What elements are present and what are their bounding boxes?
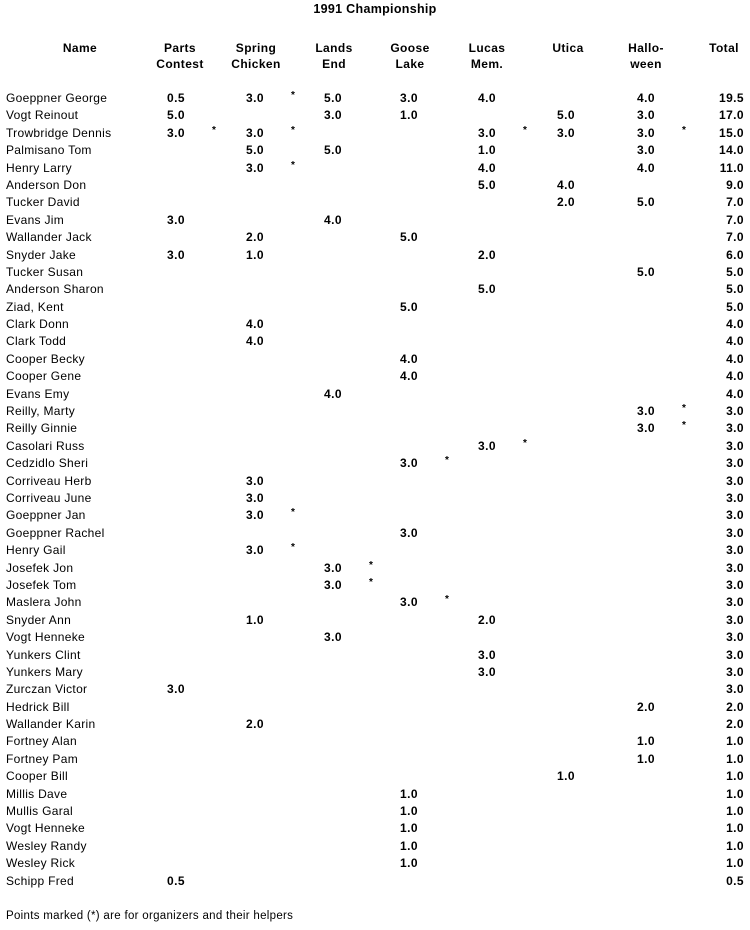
score-cell: 4.0: [400, 369, 418, 384]
table-row: [0, 873, 750, 890]
organizer-marker: *: [523, 124, 527, 136]
table-row: [0, 820, 750, 837]
score-cell: 3.0: [557, 125, 575, 140]
participant-name: Casolari Russ: [6, 438, 85, 453]
total-cell: 1.0: [726, 804, 744, 819]
participant-name: Clark Donn: [6, 317, 70, 332]
header-line: Lands: [315, 41, 353, 55]
score-cell: 3.0: [637, 108, 655, 123]
score-cell: 3.0: [246, 508, 264, 523]
participant-name: Reilly, Marty: [6, 404, 76, 419]
participant-name: Mullis Garal: [6, 804, 73, 819]
score-cell: 3.0: [400, 456, 418, 471]
score-cell: 4.0: [324, 386, 342, 401]
table-row: [0, 507, 750, 524]
header-line: Lake: [395, 57, 425, 71]
table-row: [0, 647, 750, 664]
participant-name: Evans Jim: [6, 212, 65, 227]
total-cell: 7.0: [726, 230, 744, 245]
total-cell: 3.0: [726, 438, 744, 453]
header-line: Contest: [156, 57, 204, 71]
header-line: Goose: [390, 41, 430, 55]
score-cell: 1.0: [400, 821, 418, 836]
header-halloween: [614, 40, 678, 72]
total-cell: 3.0: [726, 577, 744, 592]
score-cell: 3.0: [637, 404, 655, 419]
participant-name: Palmisano Tom: [6, 143, 92, 158]
table-row: [0, 664, 750, 681]
total-cell: 3.0: [726, 664, 744, 679]
table-row: [0, 612, 750, 629]
table-row: [0, 229, 750, 246]
total-cell: 5.0: [726, 264, 744, 279]
participant-name: Trowbridge Dennis: [6, 125, 112, 140]
organizer-marker: *: [291, 507, 295, 519]
score-cell: 1.0: [400, 786, 418, 801]
header-total: [700, 40, 748, 56]
score-cell: 3.0: [400, 91, 418, 105]
table-row: [0, 403, 750, 420]
score-cell: 3.0: [246, 473, 264, 488]
table-row: [0, 786, 750, 803]
header-line: Spring: [235, 41, 277, 55]
organizer-marker: *: [291, 90, 295, 101]
participant-name: Vogt Henneke: [6, 630, 85, 645]
table-row: [0, 455, 750, 472]
table-row: [0, 386, 750, 403]
table-row: [0, 803, 750, 820]
score-cell: 2.0: [557, 195, 575, 210]
participant-name: Cedzidlo Sheri: [6, 456, 89, 471]
table-row: [0, 351, 750, 368]
table-row: [0, 316, 750, 333]
total-cell: 1.0: [726, 838, 744, 853]
score-cell: 5.0: [637, 264, 655, 279]
organizer-marker: *: [445, 455, 449, 467]
participant-name: Henry Gail: [6, 543, 66, 558]
table-row: [0, 768, 750, 785]
participant-name: Goeppner Rachel: [6, 525, 105, 540]
table-row: [0, 247, 750, 264]
score-cell: 1.0: [637, 751, 655, 766]
header-line: Mem.: [470, 57, 504, 71]
table-row: [0, 577, 750, 594]
score-cell: 4.0: [246, 317, 264, 332]
organizer-marker: *: [682, 403, 686, 415]
score-cell: 4.0: [400, 351, 418, 366]
table-row: [0, 368, 750, 385]
total-cell: 6.0: [726, 247, 744, 262]
total-cell: 3.0: [726, 404, 744, 419]
total-cell: 3.0: [726, 473, 744, 488]
score-cell: 4.0: [478, 160, 496, 175]
total-cell: 4.0: [726, 386, 744, 401]
total-cell: 17.0: [719, 108, 744, 123]
score-cell: 3.0: [637, 125, 655, 140]
table-row: [0, 299, 750, 316]
participant-name: Josefek Tom: [6, 577, 77, 592]
score-cell: 3.0: [400, 595, 418, 610]
header-lands-end: [302, 40, 366, 72]
total-cell: 9.0: [726, 177, 744, 192]
header-parts-contest: [146, 40, 214, 72]
total-cell: 3.0: [726, 560, 744, 575]
header-spring-chicken: [222, 40, 290, 72]
header-line: ween: [630, 57, 662, 71]
score-cell: 1.0: [557, 769, 575, 784]
total-cell: 3.0: [726, 490, 744, 505]
total-cell: 3.0: [726, 456, 744, 471]
table-row: [0, 838, 750, 855]
total-cell: 3.0: [726, 508, 744, 523]
total-cell: 3.0: [726, 421, 744, 436]
total-cell: 4.0: [726, 317, 744, 332]
score-cell: 4.0: [557, 177, 575, 192]
score-cell: 2.0: [478, 612, 496, 627]
table-row: [0, 855, 750, 872]
organizer-marker: *: [212, 124, 216, 136]
score-cell: 1.0: [400, 804, 418, 819]
table-row: [0, 333, 750, 350]
score-cell: 3.0: [478, 647, 496, 662]
table-row: [0, 473, 750, 490]
score-cell: 1.0: [400, 838, 418, 853]
table-row: [0, 177, 750, 194]
score-cell: 1.0: [246, 612, 264, 627]
score-cell: 4.0: [637, 160, 655, 175]
total-cell: 11.0: [719, 160, 744, 175]
participant-name: Wesley Randy: [6, 838, 87, 853]
table-row: [0, 490, 750, 507]
participant-name: Yunkers Mary: [6, 664, 83, 679]
score-cell: 5.0: [637, 195, 655, 210]
score-cell: 3.0: [478, 125, 496, 140]
total-cell: 1.0: [726, 769, 744, 784]
total-cell: 5.0: [726, 282, 744, 297]
score-cell: 4.0: [246, 334, 264, 349]
score-cell: 3.0: [400, 525, 418, 540]
score-cell: 3.0: [246, 160, 264, 175]
participant-name: Cooper Gene: [6, 369, 82, 384]
total-cell: 3.0: [726, 647, 744, 662]
score-cell: 5.0: [478, 177, 496, 192]
header-line: Utica: [552, 41, 584, 55]
table-row: [0, 560, 750, 577]
organizer-marker: *: [445, 594, 449, 606]
table-row: [0, 281, 750, 298]
header-line: Total: [709, 41, 739, 55]
participant-name: Clark Todd: [6, 334, 67, 349]
participant-name: Tucker Susan: [6, 264, 84, 279]
score-cell: 3.0: [167, 125, 185, 140]
score-cell: 3.0: [167, 247, 185, 262]
participant-name: Maslera John: [6, 595, 82, 610]
table-row: [0, 629, 750, 646]
header-line: Parts: [163, 41, 197, 55]
organizer-marker: *: [291, 124, 295, 136]
score-cell: 5.0: [324, 143, 342, 158]
table-row: [0, 751, 750, 768]
table-row: [0, 699, 750, 716]
participant-name: Wallander Jack: [6, 230, 92, 245]
header-line: Chicken: [231, 57, 281, 71]
participant-name: Vogt Henneke: [6, 821, 85, 836]
score-cell: 1.0: [478, 143, 496, 158]
score-cell: 3.0: [246, 543, 264, 558]
score-cell: 3.0: [246, 490, 264, 505]
score-cell: 5.0: [478, 282, 496, 297]
organizer-marker: *: [291, 542, 295, 554]
total-cell: 3.0: [726, 525, 744, 540]
header-line: Lucas: [468, 41, 506, 55]
total-cell: 0.5: [726, 873, 744, 888]
table-row: [0, 733, 750, 750]
table-row: [0, 160, 750, 177]
score-cell: 3.0: [324, 560, 342, 575]
total-cell: 4.0: [726, 351, 744, 366]
participant-name: Cooper Bill: [6, 769, 68, 784]
participant-name: Fortney Pam: [6, 751, 78, 766]
total-cell: 7.0: [726, 212, 744, 227]
header-lucas-mem: [455, 40, 519, 72]
total-cell: 3.0: [726, 682, 744, 697]
participant-name: Evans Emy: [6, 386, 70, 401]
table-row: [0, 264, 750, 281]
table-row: [0, 438, 750, 455]
table-row: [0, 212, 750, 229]
score-cell: 5.0: [246, 143, 264, 158]
score-cell: 0.5: [167, 91, 185, 105]
score-cell: 5.0: [167, 108, 185, 123]
total-cell: 3.0: [726, 612, 744, 627]
total-cell: 3.0: [726, 543, 744, 558]
total-cell: 2.0: [726, 699, 744, 714]
score-cell: 4.0: [324, 212, 342, 227]
participant-name: Corriveau June: [6, 490, 92, 505]
score-cell: 5.0: [557, 108, 575, 123]
participant-name: Tucker David: [6, 195, 80, 210]
total-cell: 15.0: [719, 125, 744, 140]
participant-name: Anderson Sharon: [6, 282, 104, 297]
participant-name: Henry Larry: [6, 160, 72, 175]
score-cell: 1.0: [246, 247, 264, 262]
total-cell: 1.0: [726, 856, 744, 871]
score-cell: 5.0: [400, 230, 418, 245]
total-cell: 1.0: [726, 751, 744, 766]
score-cell: 2.0: [246, 717, 264, 732]
participant-name: Ziad, Kent: [6, 299, 64, 314]
score-cell: 2.0: [478, 247, 496, 262]
participant-name: Goeppner Jan: [6, 508, 86, 523]
total-cell: 1.0: [726, 734, 744, 749]
total-cell: 14.0: [719, 143, 744, 158]
score-cell: 2.0: [637, 699, 655, 714]
score-cell: 4.0: [478, 91, 496, 105]
header-goose-lake: [378, 40, 442, 72]
participant-name: Anderson Don: [6, 177, 87, 192]
total-cell: 3.0: [726, 595, 744, 610]
organizer-marker: *: [682, 124, 686, 136]
participant-name: Fortney Alan: [6, 734, 77, 749]
score-cell: 3.0: [324, 108, 342, 123]
table-row: [0, 420, 750, 437]
score-cell: 3.0: [167, 682, 185, 697]
score-cell: 3.0: [246, 125, 264, 140]
participant-name: Snyder Jake: [6, 247, 77, 262]
table-row: [0, 90, 750, 107]
participant-name: Wallander Karin: [6, 717, 96, 732]
score-cell: 3.0: [637, 421, 655, 436]
table-row: [0, 594, 750, 611]
page-title: 1991 Championship: [313, 2, 437, 16]
organizer-marker: *: [369, 576, 373, 588]
score-cell: 3.0: [637, 143, 655, 158]
participant-name: Schipp Fred: [6, 873, 74, 888]
score-cell: 3.0: [167, 212, 185, 227]
organizer-marker: *: [291, 159, 295, 171]
score-cell: 2.0: [246, 230, 264, 245]
score-cell: 3.0: [324, 630, 342, 645]
score-cell: 3.0: [324, 577, 342, 592]
participant-name: Cooper Becky: [6, 351, 85, 366]
score-cell: 1.0: [400, 856, 418, 871]
table-row: [0, 525, 750, 542]
header-line: End: [322, 57, 346, 71]
standings-table: [0, 90, 750, 890]
total-cell: 3.0: [726, 630, 744, 645]
score-cell: 5.0: [400, 299, 418, 314]
participant-name: Goeppner George: [6, 91, 108, 105]
score-cell: 3.0: [478, 438, 496, 453]
score-cell: 3.0: [478, 664, 496, 679]
organizer-marker: *: [523, 437, 527, 449]
score-cell: 5.0: [324, 91, 342, 105]
participant-name: Corriveau Herb: [6, 473, 92, 488]
total-cell: 19.5: [719, 91, 744, 105]
total-cell: 7.0: [726, 195, 744, 210]
score-cell: 0.5: [167, 873, 185, 888]
participant-name: Josefek Jon: [6, 560, 74, 575]
participant-name: Vogt Reinout: [6, 108, 79, 123]
participant-name: Yunkers Clint: [6, 647, 81, 662]
total-cell: 2.0: [726, 717, 744, 732]
score-cell: 1.0: [637, 734, 655, 749]
participant-name: Reilly Ginnie: [6, 421, 78, 436]
participant-name: Wesley Rick: [6, 856, 76, 871]
header-utica: [536, 40, 600, 56]
header-line: Hallo-: [628, 41, 664, 55]
table-row: [0, 107, 750, 124]
total-cell: 4.0: [726, 369, 744, 384]
total-cell: 4.0: [726, 334, 744, 349]
table-row: [0, 142, 750, 159]
table-row: [0, 681, 750, 698]
score-cell: 1.0: [400, 108, 418, 123]
participant-name: Snyder Ann: [6, 612, 72, 627]
footnote: Points marked (*) are for organizers and their helpers: [6, 910, 294, 922]
organizer-marker: *: [682, 420, 686, 432]
header-name-line: Name: [62, 41, 98, 55]
table-row: [0, 716, 750, 733]
score-cell: 4.0: [637, 91, 655, 105]
organizer-marker: *: [369, 559, 373, 571]
total-cell: 1.0: [726, 786, 744, 801]
table-row: [0, 194, 750, 211]
table-row: [0, 542, 750, 559]
header-name: [60, 40, 100, 56]
score-cell: 3.0: [246, 91, 264, 105]
table-row: [0, 125, 750, 142]
participant-name: Zurczan Victor: [6, 682, 88, 697]
total-cell: 1.0: [726, 821, 744, 836]
participant-name: Hedrick Bill: [6, 699, 70, 714]
participant-name: Millis Dave: [6, 786, 68, 801]
total-cell: 5.0: [726, 299, 744, 314]
